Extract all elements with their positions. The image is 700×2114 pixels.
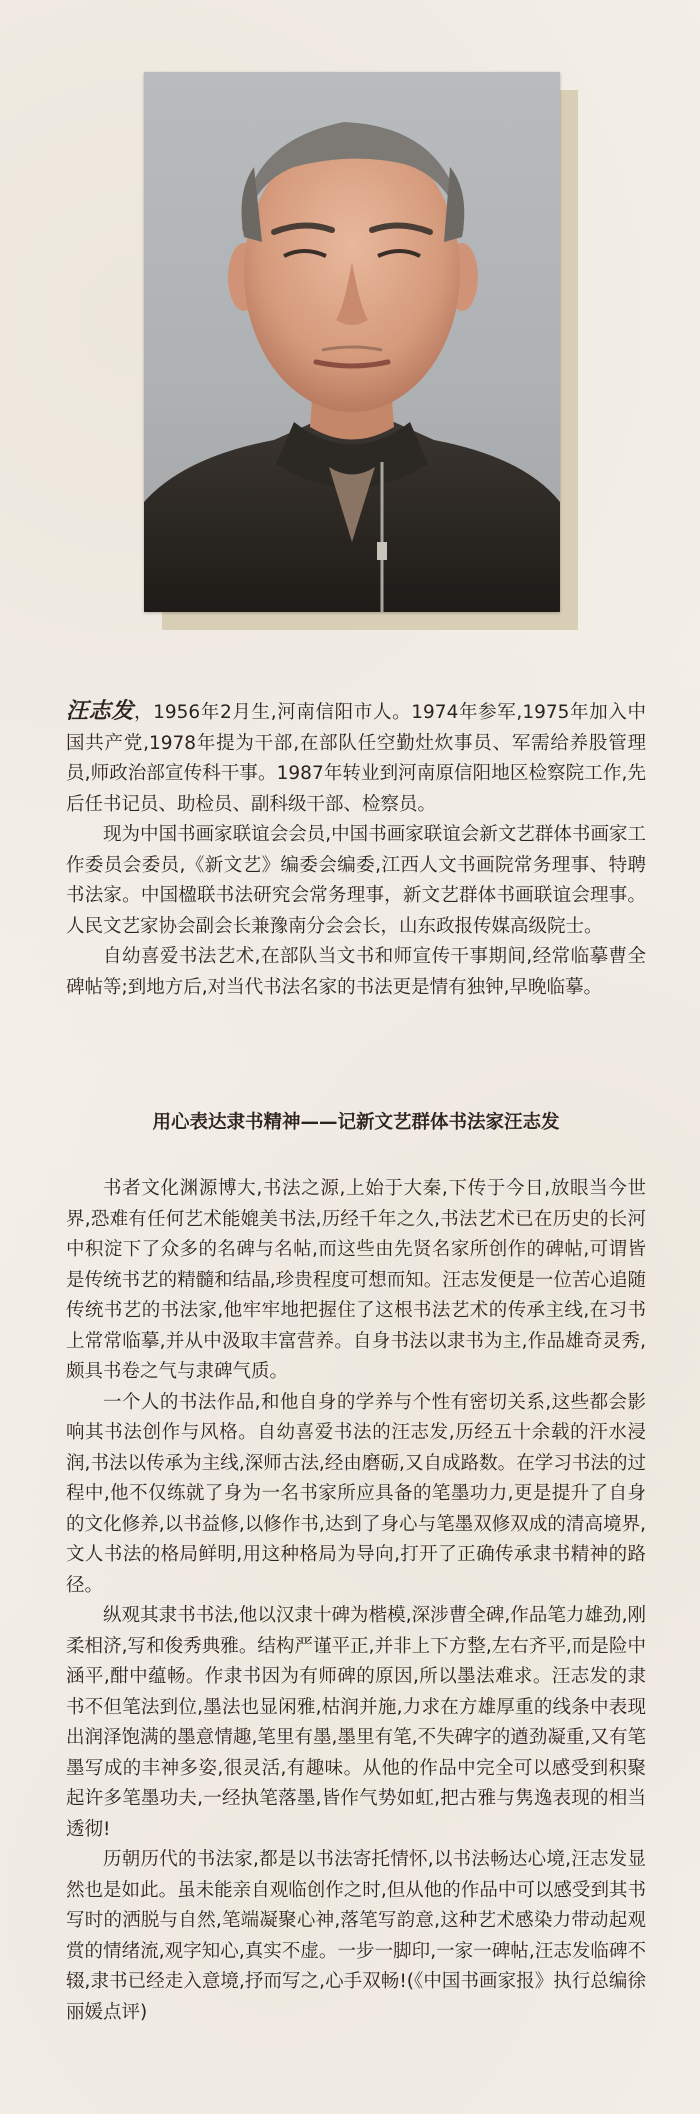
portrait-frame — [144, 72, 560, 630]
article-paragraph: 历朝历代的书法家,都是以书法寄托情怀,以书法畅达心境,汪志发显然也是如此。虽未能亲自观临创作之时,但从他的作品中可以感受到其书写时的洒脱与自然,笔端凝聚心神,落笔写韵意,这种艺术感染力带动起观赏的情绪流,观字知心,真实不虚。一步一脚印,一家一碑帖,汪志发临碑不辍,隶书已经走入意境,抒而写之,心手双畅!(《中国书画家报》执行总编徐丽媛点评) — [66, 1849, 646, 2023]
bio-paragraph-2: 现为中国书画家联谊会会员,中国书画家联谊会新文艺群体书画家工作委员会委员,《新文艺》编委会编委,江西人文书画院常务理事、特聘书法家。中国楹联书法研究会常务理事，新文艺群体书画联谊会理事。人民文艺家协会副会长兼豫南分会会长，山东政报传媒高级院士。 — [66, 824, 646, 937]
biography — [66, 696, 646, 1003]
article-title: 用心表达隶书精神——记新文艺群体书法家汪志发 — [152, 1112, 560, 1133]
article-paragraph: 纵观其隶书书法,他以汉隶十碑为楷模,深涉曹全碑,作品笔力雄劲,刚柔相济,写和俊秀典雅。结构严谨平正,并非上下方整,左右齐平,而是险中涵平,酣中蕴畅。作隶书因为有师碑的原因,所以墨法难求。汪志发的隶书不但笔法到位,墨法也显闲雅,枯润并施,力求在方雄厚重的线条中表现出润泽饱满的墨意情趣,笔里有墨,墨里有笔,不失碑字的遒劲凝重,又有笔墨写成的丰神多姿,很灵活,有趣味。从他的作品中完全可以感受到积聚起许多笔墨功夫,一经执笔落墨,皆作气势如虹,把古雅与隽逸表现的相当透彻! — [66, 1605, 646, 1840]
article-body — [66, 1174, 646, 2028]
bio-paragraph-1 — [66, 696, 646, 820]
bio-paragraph-1-text: ，1956年2月生,河南信阳市人。1974年参军,1975年加入中国共产党,1978年提为干部,在部队任空勤灶炊事员、军需给养股管理员,师政治部宣传科干事。1987年转业到河南原信阳地区检察院工作,先后任书记员、助检员、副科级干部、检察员。 — [66, 702, 646, 815]
article-paragraph: 一个人的书法作品,和他自身的学养与个性有密切关系,这些都会影响其书法创作与风格。自幼喜爱书法的汪志发,历经五十余载的汗水浸润,书法以传承为主线,深师古法,经由磨砺,又自成路数。在学习书法的过程中,他不仅练就了身为一名书家所应具备的笔墨功力,更是提升了自身的文化修养,以书益修,以修作书,达到了身心与笔墨双修双成的清高境界,文人书法的格局鲜明,用这种格局为导向,打开了正确传承隶书精神的路径。 — [66, 1391, 646, 1596]
portrait-photo — [144, 72, 560, 612]
portrait-illustration — [144, 72, 560, 612]
bio-paragraph-3: 自幼喜爱书法艺术,在部队当文书和师宣传干事期间,经常临摹曹全碑帖等;到地方后,对当代书法名家的书法更是情有独钟,早晚临摹。 — [66, 946, 646, 998]
article-paragraph: 书者文化渊源博大,书法之源,上始于大秦,下传于今日,放眼当今世界,恐难有任何艺术能媲美书法,历经千年之久,书法艺术已在历史的长河中积淀下了众多的名碑与名帖,而这些由先贤名家所创作的碑帖,可谓皆是传统书艺的精髓和结晶,珍贵程度可想而知。汪志发便是一位苦心追随传统书艺的书法家,他牢牢地把握住了这根书法艺术的传承主线,在习书上常常临摹,并从中汲取丰富营养。自身书法以隶书为主,作品雄奇灵秀,颇具书卷之气与隶碑气质。 — [66, 1178, 646, 1382]
artist-name: 汪志发 — [66, 698, 134, 724]
